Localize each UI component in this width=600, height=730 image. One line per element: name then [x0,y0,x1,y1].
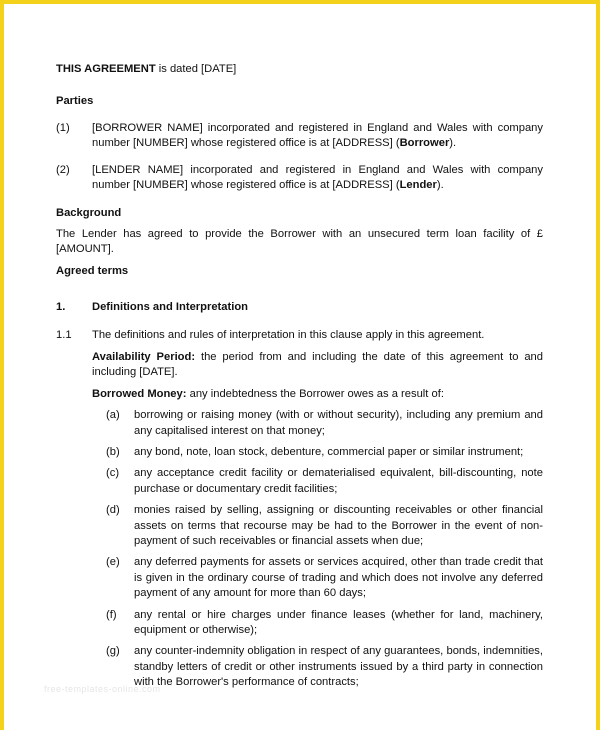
list-item: (g) any counter-indemnity obligation in respect of any guarantees, bonds, indemnities, standby letters of credit or other instruments issued by a third party in connection with the Borrower's performance of contracts; [106,645,543,689]
watermark: free-templates-online.com [44,684,161,694]
document-page [4,4,596,730]
party-item: (2) [LENDER NAME] incorporated and registered in England and Wales with company number [NUMBER] whose registered office is at [ADDRESS] (Lender). [56,163,543,192]
definition-borrowed-money: Borrowed Money: any indebtedness the Borrower owes as a result of: [92,387,444,400]
parties-heading: Parties [56,95,94,108]
agreed-terms-heading: Agreed terms [56,264,129,277]
agreement-body [56,62,543,691]
background-text: The Lender has agreed to provide the Borrower with an unsecured term loan facility of £[AMOUNT]. [56,227,543,256]
list-item: (c) any acceptance credit facility or dematerialised equivalent, bill-discounting, note purchase or documentary credit facilities; [106,467,543,495]
list-item: (e) any deferred payments for assets or services acquired, other than trade credit that is given in the ordinary course of trading and which does not involve any deferred payment of any amount for more than 60 days; [106,556,543,600]
clause-1-1: 1.1 The definitions and rules of interpretation in this clause apply in this agreement. [56,329,485,342]
party-item: (1) [BORROWER NAME] incorporated and registered in England and Wales with company number [NUMBER] whose registered office is at [ADDRESS] (Borrower). [56,121,543,150]
agreement-intro: THIS AGREEMENT is dated [DATE] [56,63,237,75]
list-item: (d) monies raised by selling, assigning or discounting receivables or other financial assets on terms that recourse may be had to the Borrower in the event of non-payment of such receivables or financial assets when due; [106,504,543,547]
definition-availability-period: Availability Period: the period from and including the date of this agreement to and including [DATE]. [92,350,543,379]
list-item: (f) any rental or hire charges under finance leases (whether for land, machinery, equipment or otherwise); [106,608,543,636]
background-heading: Background [56,207,122,220]
list-item: (a) borrowing or raising money (with or without security), including any premium and any capitalised interest on that money; [106,409,543,437]
list-item: (b) any bond, note, loan stock, debenture, commercial paper or similar instrument; [106,445,524,458]
section-heading: 1. Definitions and Interpretation [56,301,249,314]
